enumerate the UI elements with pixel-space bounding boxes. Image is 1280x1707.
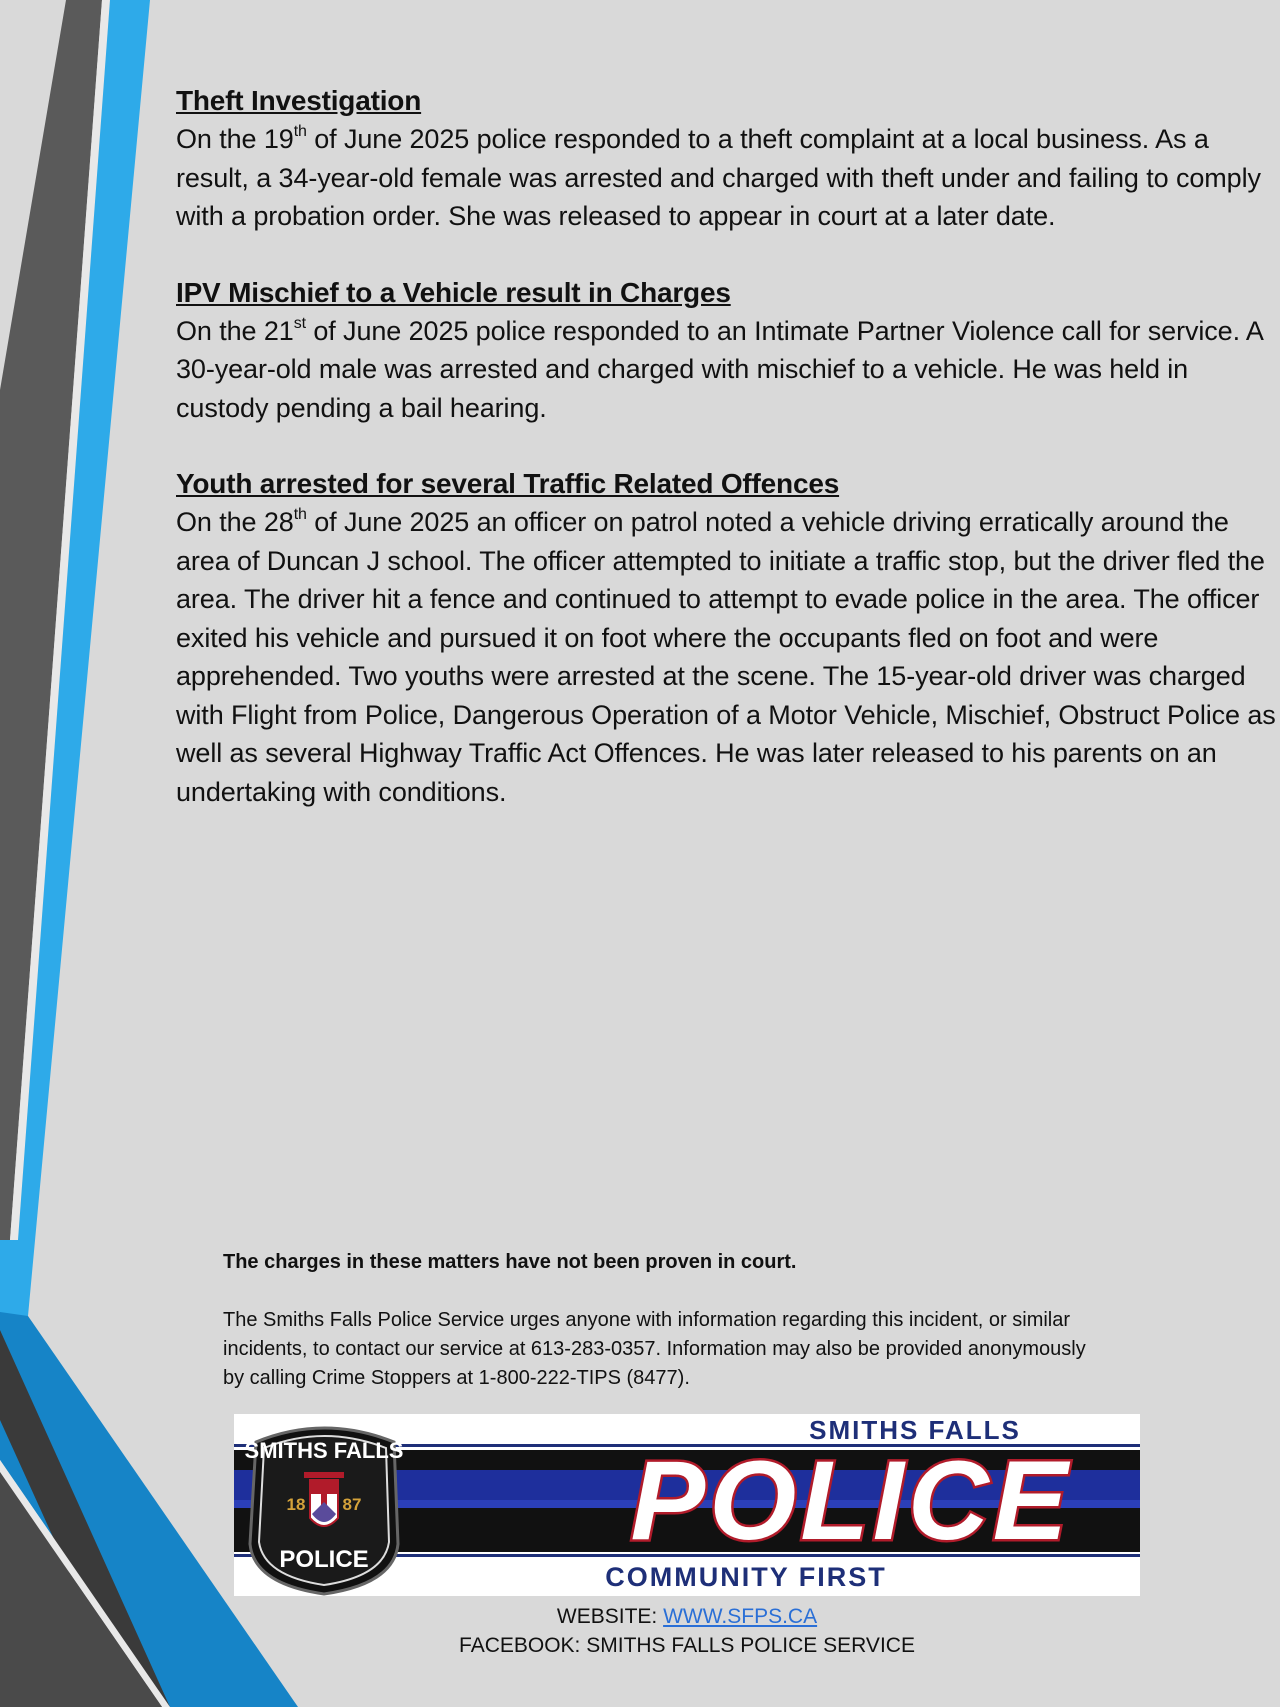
- police-badge-logo: [245, 1428, 404, 1594]
- website-line: [234, 1602, 1140, 1631]
- website-link[interactable]: WWW.SFPS.CA: [663, 1605, 818, 1628]
- banner-bottom-text: COMMUNITY FIRST: [605, 1562, 887, 1592]
- section-heading: Youth arrested for several Traffic Related Offences: [176, 468, 840, 499]
- section-heading: Theft Investigation: [176, 85, 422, 116]
- section-body: On the 21st of June 2025 police responded to an Intimate Partner Violence call for service. A 30-year-old male was arrested and charged with mischief to a vehicle. He was held in custody pending a bail hearing.: [176, 314, 1263, 423]
- section-body: On the 19th of June 2025 police responded to a theft complaint at a local business. As a result, a 34-year-old female was arrested and charged with theft under and failing to comply with a probation order. She was released to appear in court at a later date.: [176, 123, 1261, 231]
- news-content: [176, 82, 1276, 849]
- website-label: WEBSITE:: [556, 1605, 664, 1628]
- badge-year-right: 87: [342, 1495, 362, 1514]
- section-youth-traffic: [176, 465, 1276, 811]
- section-theft: [176, 82, 1276, 236]
- footer-notice: [223, 1248, 1103, 1393]
- banner-main-text: POLICE: [630, 1438, 1072, 1563]
- section-ipv-mischief: [176, 274, 1276, 428]
- section-heading: IPV Mischief to a Vehicle result in Charges: [176, 276, 731, 308]
- contact-links: [234, 1602, 1140, 1660]
- section-body: On the 28th of June 2025 an officer on patrol noted a vehicle driving erratically around the area of Duncan J school. The officer attempted to initiate a traffic stop, but the driver fled the area. The driver hit a fence and continued to attempt to evade police in the area. The officer exited his vehicle and pursued it on foot where the occupants fled on foot and were apprehended. Two youths were arrested at the scene. The 15-year-old driver was charged with Flight from Police, Dangerous Operation of a Motor Vehicle, Mischief, Obstruct Police as well as several Highway Traffic Act Offences. He was later released to his parents on an undertaking with conditions.: [176, 506, 1276, 807]
- badge-top-text: SMITHS FALLS: [244, 1438, 404, 1463]
- facebook-line: FACEBOOK: SMITHS FALLS POLICE SERVICE: [459, 1634, 915, 1657]
- badge-year-left: 18: [286, 1495, 306, 1514]
- police-banner: [234, 1414, 1140, 1596]
- badge-bottom-text: POLICE: [279, 1546, 369, 1573]
- banner-top-text: SMITHS FALLS: [809, 1415, 1021, 1445]
- contact-info: The Smiths Falls Police Service urges anyone with information regarding this incident, or similar incidents, to contact our service at 613-283-0357. Information may also be provided anonymously by calling Crime Stoppers at 1-800-222-TIPS (8477).: [223, 1309, 1086, 1389]
- disclaimer: The charges in these matters have not been proven in court.: [223, 1251, 797, 1273]
